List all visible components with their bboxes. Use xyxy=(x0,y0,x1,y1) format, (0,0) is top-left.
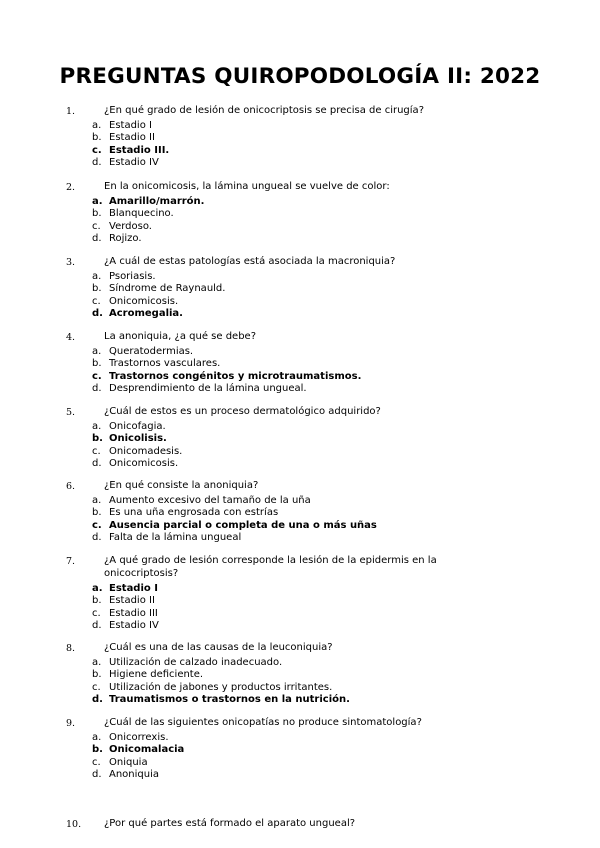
option-text: Estadio II xyxy=(109,595,155,607)
option-text: Queratodermias. xyxy=(109,346,194,357)
answer-options xyxy=(0,271,600,321)
option-letter: d. xyxy=(92,458,102,470)
question-line xyxy=(0,715,600,732)
question-line xyxy=(0,254,600,271)
question-2 xyxy=(0,179,600,246)
question-line xyxy=(0,179,600,196)
option-text: Acromegalia. xyxy=(109,308,183,320)
answer-option xyxy=(0,120,600,132)
question-text: ¿Por qué partes está formado el aparato ungueal? xyxy=(104,818,356,829)
question-number: 2. xyxy=(66,182,76,193)
option-letter: d. xyxy=(92,308,103,320)
question-1 xyxy=(0,103,600,170)
answer-option xyxy=(0,271,600,283)
question-text: ¿Cuál es una de las causas de la leuconiquia? xyxy=(104,642,333,653)
option-text: Traumatismos o trastornos en la nutrición. xyxy=(109,694,350,706)
answer-option xyxy=(0,446,600,458)
answer-option-correct xyxy=(0,520,600,532)
question-line xyxy=(0,329,600,346)
answer-options xyxy=(0,421,600,471)
option-letter: c. xyxy=(92,756,101,768)
option-letter: b. xyxy=(92,208,102,220)
option-letter: d. xyxy=(92,233,102,245)
option-letter: b. xyxy=(92,132,102,144)
option-letter: a. xyxy=(92,120,102,131)
question-line xyxy=(0,553,600,583)
answer-options xyxy=(0,120,600,170)
question-text: En la onicomicosis, la lámina ungueal se vuelve de color: xyxy=(104,181,390,192)
answer-option xyxy=(0,296,600,308)
option-letter: a. xyxy=(92,346,102,357)
answer-option xyxy=(0,620,600,632)
option-text: Estadio II xyxy=(109,132,155,144)
question-5 xyxy=(0,404,600,471)
answer-option xyxy=(0,682,600,694)
option-text: Onicomicosis. xyxy=(109,295,179,307)
option-text: Estadio IV xyxy=(109,157,159,169)
option-text: Onicorrexis. xyxy=(109,732,169,743)
option-text: Estadio I xyxy=(109,120,152,131)
option-text: Onicomicosis. xyxy=(109,458,179,470)
option-letter: d. xyxy=(92,532,102,544)
option-text: Blanquecino. xyxy=(109,208,174,220)
question-6 xyxy=(0,478,600,545)
question-number: 4. xyxy=(66,332,76,343)
question-line xyxy=(0,816,600,833)
option-text: Trastornos vasculares. xyxy=(109,358,221,370)
answer-option-correct xyxy=(0,145,600,157)
option-letter: c. xyxy=(92,370,102,382)
option-letter: b. xyxy=(92,669,102,681)
answer-option xyxy=(0,532,600,544)
answer-option-correct xyxy=(0,371,600,383)
question-text: ¿Cuál de las siguientes onicopatías no produce sintomatología? xyxy=(104,717,422,728)
option-text: Síndrome de Raynauld. xyxy=(109,283,226,295)
answer-option xyxy=(0,595,600,607)
question-line xyxy=(0,640,600,657)
option-text: Psoriasis. xyxy=(109,271,156,282)
question-number: 8. xyxy=(66,643,76,654)
option-text: Onicolisis. xyxy=(109,433,167,445)
option-letter: b. xyxy=(92,358,102,370)
option-text: Rojizo. xyxy=(109,233,142,245)
page-title: PREGUNTAS QUIROPODOLOGÍA II: 2022 xyxy=(59,64,541,89)
question-3 xyxy=(0,254,600,321)
answer-option-correct xyxy=(0,694,600,706)
question-line xyxy=(0,103,600,120)
answer-option-correct xyxy=(0,308,600,320)
question-4 xyxy=(0,329,600,396)
option-text: Estadio III xyxy=(109,607,158,619)
option-text: Falta de la lámina ungueal xyxy=(109,532,242,544)
option-letter: a. xyxy=(92,495,102,506)
option-letter: d. xyxy=(92,620,102,632)
answer-option xyxy=(0,458,600,470)
answer-option xyxy=(0,283,600,295)
answer-option xyxy=(0,421,600,433)
question-number: 1. xyxy=(66,106,76,117)
question-text: La anoniquia, ¿a qué se debe? xyxy=(104,331,257,342)
answer-option xyxy=(0,495,600,507)
option-text: Oniquia xyxy=(109,756,148,768)
option-letter: b. xyxy=(92,595,102,607)
option-letter: b. xyxy=(92,744,103,756)
option-letter: b. xyxy=(92,507,102,519)
option-letter: a. xyxy=(92,657,102,668)
answer-option-correct xyxy=(0,583,600,595)
option-letter: b. xyxy=(92,433,103,445)
question-text: ¿A cuál de estas patologías está asociada la macroniquia? xyxy=(104,256,396,267)
option-text: Desprendimiento de la lámina ungueal. xyxy=(109,383,307,395)
option-text: Es una uña engrosada con estrías xyxy=(109,507,279,519)
question-text: ¿Cuál de estos es un proceso dermatológico adquirido? xyxy=(104,406,381,417)
answer-option-correct xyxy=(0,744,600,756)
question-line xyxy=(0,478,600,495)
option-letter: d. xyxy=(92,694,103,706)
answer-options xyxy=(0,732,600,782)
answer-options xyxy=(0,196,600,246)
answer-option xyxy=(0,669,600,681)
question-number: 10. xyxy=(66,819,82,830)
option-text: Estadio I xyxy=(109,583,158,594)
question-number: 3. xyxy=(66,257,76,268)
question-8 xyxy=(0,640,600,707)
answer-option xyxy=(0,769,600,781)
option-text: Trastornos congénitos y microtraumatismos. xyxy=(109,370,362,382)
option-text: Utilización de calzado inadecuado. xyxy=(109,657,283,668)
question-10 xyxy=(0,816,600,833)
answer-option-correct xyxy=(0,433,600,445)
option-letter: d. xyxy=(92,383,102,395)
option-letter: a. xyxy=(92,421,102,432)
question-number: 6. xyxy=(66,481,76,492)
question-number: 5. xyxy=(66,407,76,418)
answer-options xyxy=(0,583,600,633)
answer-options xyxy=(0,346,600,396)
question-number: 7. xyxy=(66,556,76,567)
answer-option xyxy=(0,383,600,395)
option-letter: a. xyxy=(92,732,102,743)
option-letter: a. xyxy=(92,271,102,282)
answer-option xyxy=(0,346,600,358)
option-letter: c. xyxy=(92,607,101,619)
answer-option xyxy=(0,221,600,233)
answer-option xyxy=(0,757,600,769)
option-text: Estadio IV xyxy=(109,620,159,632)
option-letter: c. xyxy=(92,295,101,307)
option-letter: c. xyxy=(92,144,102,156)
answer-options xyxy=(0,657,600,707)
option-letter: c. xyxy=(92,445,101,457)
option-letter: d. xyxy=(92,157,102,169)
answer-options xyxy=(0,495,600,545)
question-9 xyxy=(0,715,600,782)
option-letter: c. xyxy=(92,220,101,232)
option-letter: c. xyxy=(92,681,101,693)
answer-option xyxy=(0,358,600,370)
question-text: ¿En qué consiste la anoniquia? xyxy=(104,480,259,491)
option-text: Onicofagia. xyxy=(109,421,166,432)
option-letter: b. xyxy=(92,283,102,295)
answer-option xyxy=(0,132,600,144)
question-7 xyxy=(0,553,600,633)
answer-option xyxy=(0,732,600,744)
option-text: Onicomalacia xyxy=(109,744,185,756)
answer-option xyxy=(0,657,600,669)
answer-option xyxy=(0,233,600,245)
option-text: Aumento excesivo del tamaño de la uña xyxy=(109,495,311,506)
option-text: Onicomadesis. xyxy=(109,445,183,457)
question-text: ¿A qué grado de lesión corresponde la lesión de la epidermis en la onicocriptosis? xyxy=(104,555,437,579)
option-text: Amarillo/marrón. xyxy=(109,196,205,207)
answer-option xyxy=(0,507,600,519)
option-letter: a. xyxy=(92,196,103,207)
answer-option xyxy=(0,157,600,169)
answer-option xyxy=(0,208,600,220)
option-text: Utilización de jabones y productos irritantes. xyxy=(109,681,333,693)
question-text: ¿En qué grado de lesión de onicocriptosis se precisa de cirugía? xyxy=(104,105,424,116)
option-letter: a. xyxy=(92,583,103,594)
option-text: Verdoso. xyxy=(109,220,152,232)
option-text: Anoniquia xyxy=(109,769,160,781)
answer-option-correct xyxy=(0,196,600,208)
option-text: Higiene deficiente. xyxy=(109,669,204,681)
option-letter: c. xyxy=(92,519,102,531)
option-text: Estadio III. xyxy=(109,144,170,156)
option-letter: d. xyxy=(92,769,102,781)
question-line xyxy=(0,404,600,421)
answer-option xyxy=(0,608,600,620)
option-text: Ausencia parcial o completa de una o más uñas xyxy=(109,519,377,531)
question-number: 9. xyxy=(66,718,76,729)
